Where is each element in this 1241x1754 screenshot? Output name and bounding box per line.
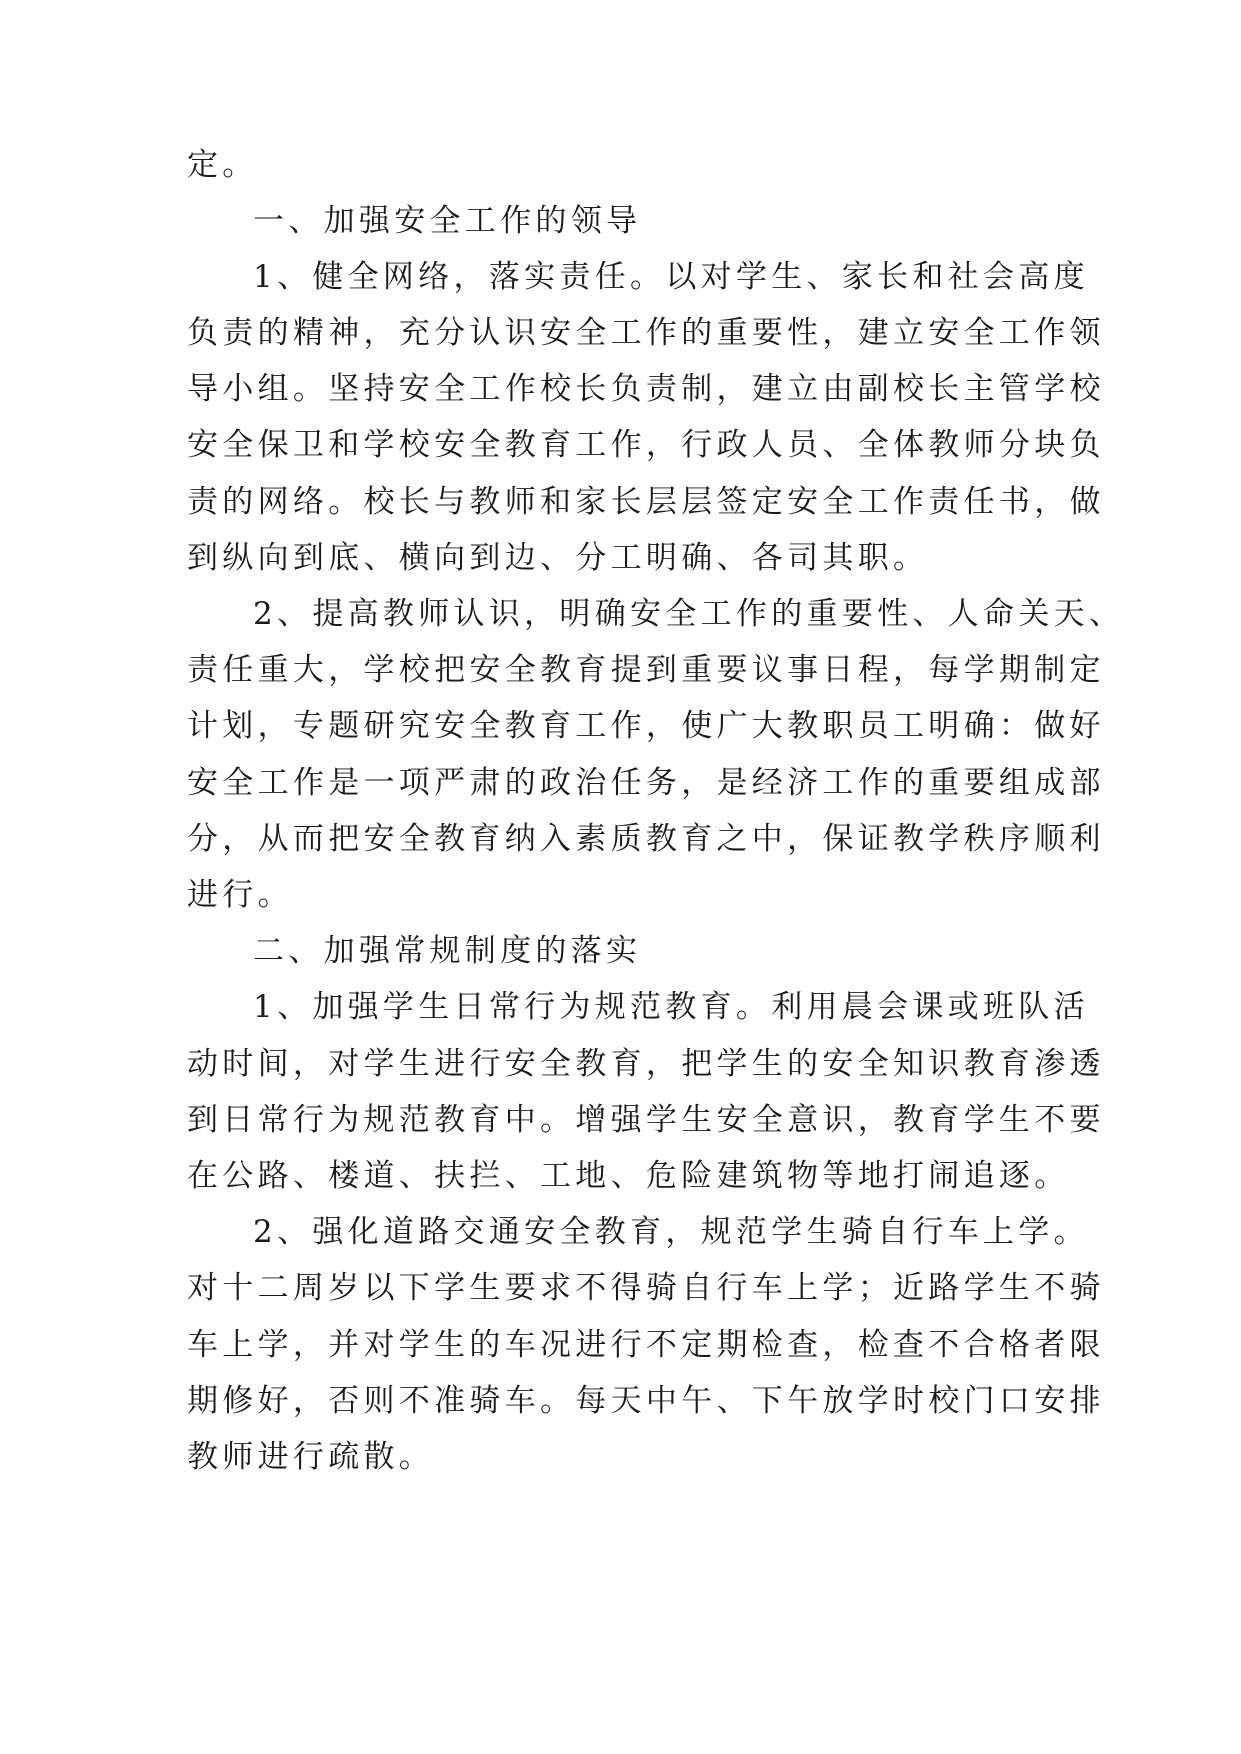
text-line: 对十二周岁以下学生要求不得骑自行车上学；近路学生不骑 xyxy=(187,1270,1105,1306)
section-heading: 一、加强安全工作的领导 xyxy=(253,203,642,239)
text-line: 2、提高教师认识，明确安全工作的重要性、人命关天、 xyxy=(253,596,1125,632)
text-line: 进行。 xyxy=(187,877,293,913)
text-line: 安全工作是一项严肃的政治任务，是经济工作的重要组成部 xyxy=(187,765,1105,801)
text-line: 期修好，否则不准骑车。每天中午、下午放学时校门口安排 xyxy=(187,1383,1105,1419)
text-line: 1、健全网络，落实责任。以对学生、家长和社会高度 xyxy=(253,259,1089,295)
text-line: 定。 xyxy=(187,147,258,183)
text-line: 分，从而把安全教育纳入素质教育之中，保证教学秩序顺利 xyxy=(187,821,1105,857)
text-line: 教师进行疏散。 xyxy=(187,1439,435,1475)
text-line: 到日常行为规范教育中。增强学生安全意识，教育学生不要 xyxy=(187,1102,1105,1138)
text-line: 2、强化道路交通安全教育，规范学生骑自行车上学。 xyxy=(253,1214,1089,1250)
text-line: 动时间，对学生进行安全教育，把学生的安全知识教育渗透 xyxy=(187,1046,1105,1082)
text-line: 导小组。坚持安全工作校长负责制，建立由副校长主管学校 xyxy=(187,371,1105,407)
text-line: 到纵向到底、横向到边、分工明确、各司其职。 xyxy=(187,540,929,576)
text-line: 负责的精神，充分认识安全工作的重要性，建立安全工作领 xyxy=(187,315,1105,351)
text-line: 车上学，并对学生的车况进行不定期检查，检查不合格者限 xyxy=(187,1327,1105,1363)
section-heading: 二、加强常规制度的落实 xyxy=(253,933,642,969)
text-line: 安全保卫和学校安全教育工作，行政人员、全体教师分块负 xyxy=(187,427,1105,463)
text-line: 1、加强学生日常行为规范教育。利用晨会课或班队活 xyxy=(253,989,1089,1025)
text-line: 责的网络。校长与教师和家长层层签定安全工作责任书，做 xyxy=(187,484,1105,520)
text-line: 在公路、楼道、扶拦、工地、危险建筑物等地打闹追逐。 xyxy=(187,1158,1070,1194)
text-line: 计划，专题研究安全教育工作，使广大教职员工明确：做好 xyxy=(187,708,1105,744)
text-line: 责任重大，学校把安全教育提到重要议事日程，每学期制定 xyxy=(187,652,1105,688)
